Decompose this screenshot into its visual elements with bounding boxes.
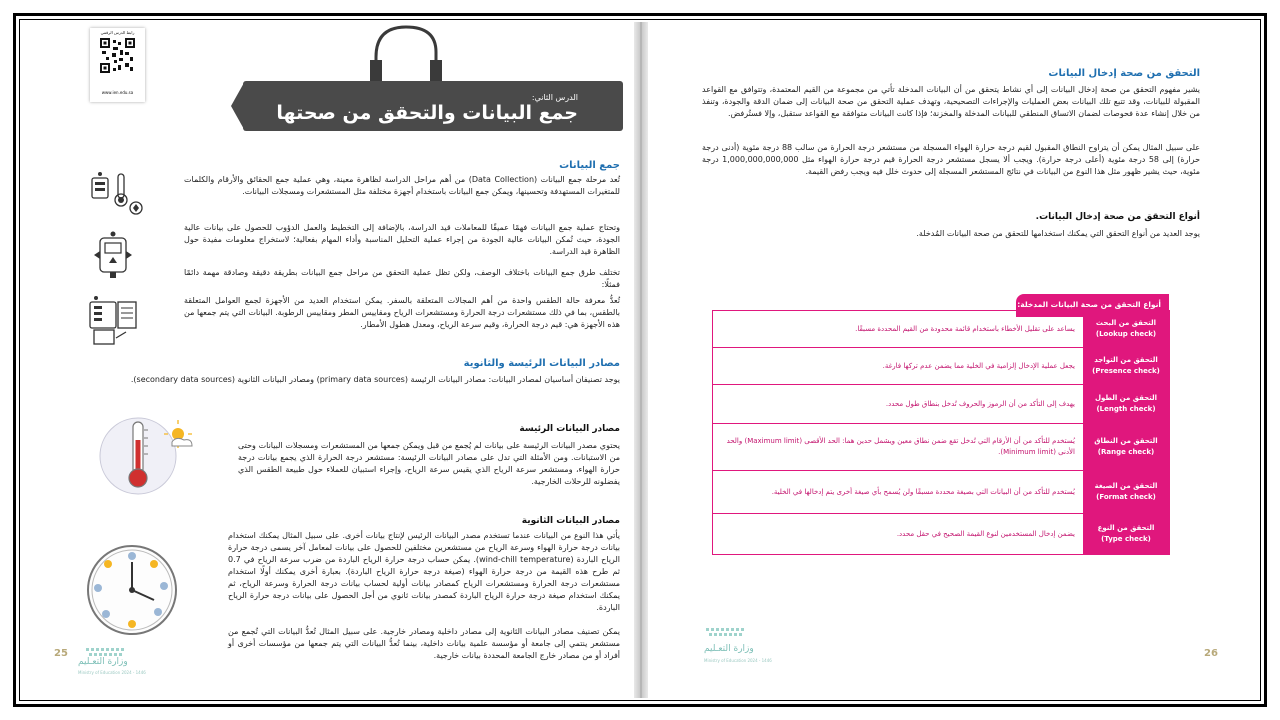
table-row (713, 514, 1169, 554)
ministry-logo-text-right: وزارة التعـليم (704, 644, 754, 654)
thermometer-sun-icon (98, 414, 198, 498)
book-gutter (634, 22, 648, 698)
ministry-logo-icon (704, 622, 774, 644)
check-description: يُستخدم للتأكد من أن البيانات التي بصيغة محددة مسبقًا ولن يُسمح بأي صيغة أخرى يتم إدخالها في الخلية. (771, 487, 1075, 496)
check-name-en: (Format check) (1096, 493, 1156, 501)
check-name-ar: التحقق من البحث (1095, 319, 1157, 327)
heading-data-collection: جمع البيانات (559, 160, 620, 171)
heading-validation-types: أنواع التحقق من صحة إدخال البيانات. (1035, 212, 1200, 222)
page-number-right: 26 (1204, 648, 1218, 659)
qr-code-icon (100, 38, 135, 73)
heading-data-sources: مصادر البيانات الرئيسة والثانوية (463, 358, 620, 369)
validation-table (712, 310, 1170, 555)
table-row (713, 385, 1169, 424)
sensor-thermometer-icon (90, 170, 144, 216)
paragraph-collection-3: تختلف طرق جمع البيانات باختلاف الوصف، ولكن تظل عملية التحقق من مراحل جمع البيانات بطريقة دقيقة وصادقة مهمة دائمًا فمثلًا: (184, 268, 620, 289)
data-logger-icon (88, 294, 138, 346)
check-description: يُستخدم للتأكد من أن الأرقام التي تُدخل تقع ضمن نطاق معين ويشمل حدين هما: الحد الأقصى (Maximum limit) والحد الأدنى (Minimum limit). (726, 437, 1075, 456)
qr-label: رابط الدرس الرقمي (100, 30, 135, 35)
check-name-cell (1083, 424, 1169, 470)
paragraph-validation-types-intro: يوجد العديد من أنواع التحقق التي يمكنك استخدامها للتحقق من صحة البيانات المُدخلة. (916, 229, 1200, 238)
paragraph-collection-2: وتحتاج عملية جمع البيانات فهمًا عميقًا للمعاملات قيد الدراسة، بالإضافة إلى التخطيط والعمل الدؤوب للحصول على بيانات عالية الجودة، حيث تُمكن البيانات عالية الجودة من إجراء عملية التحليل المناسبة وأداء المهام بفعالية؛ لاستخراج معلومات مفيدة حول الظاهرة قيد الدراسة. (184, 223, 620, 256)
ministry-logo-sub-right: Ministry of Education 2024 - 1446 (704, 658, 772, 663)
check-description: يهدف إلى التأكد من أن الرموز والحروف تُدخل بنطاق طول محدد. (885, 399, 1075, 408)
check-name-en: (Length check) (1096, 405, 1156, 413)
check-name-ar: التحقق من النوع (1097, 524, 1155, 532)
check-name-cell (1083, 471, 1169, 513)
check-name-en: (Lookup check) (1095, 330, 1157, 338)
page-right (652, 22, 1246, 698)
page-number-left: 25 (54, 648, 68, 659)
table-row (713, 424, 1169, 471)
table-row (713, 348, 1169, 385)
table-row (713, 471, 1169, 514)
check-name-ar: التحقق من الصيغة (1094, 482, 1158, 490)
paragraph-collection-4: تُعدُّ معرفة حالة الطقس واحدة من أهم المجالات المتعلقة بالسفر. يمكن استخدام العديد من الأجهزة لجمع العوامل المتعلقة بالطقس، بما في ذلك مستشعرات درجة الحرارة ومستشعرات الرياح ومقاييس المطر ومقاييس الرطوبة. البيانات التي يتم جمعها من هذه الأجهزة هي: قيم درجة الحرارة، وقيم سرعة الرياح، ومعدل هطول الأمطار. (184, 296, 620, 329)
paragraph-validation-1: يشير مفهوم التحقق من صحة إدخال البيانات إلى أي نشاط يتحقق من أن البيانات المدخلة تأتي من مجموعة من القيم المعتمدة، وتتوافق مع القواعد المقبولة للبيانات، وقد تتبع تلك البيانات بعض العمليات والإجراءات التصحيحية، وتهدف عملية التحقق من صحة البيانات إلى ضمان الدقة والجودة، وتنفذ من خلال إنشاء عدة فحوصات لضمان الاتساق المنطقي للبيانات المدخلة والمخزنة؛ فإذا كانت البيانات متوافقة مع القواعد ستقبل، وإلا فستُرفض. (702, 85, 1200, 118)
paragraph-validation-2: على سبيل المثال يمكن أن يتراوح النطاق المقبول لقيم درجة حرارة الهواء المسجلة من مستشعر درجة الحرارة من سالب 88 درجة مئوية (أدنى درجة حرارة) إلى 58 درجة مئوية (أعلى درجة حرارة). ويجب ألا يسجل مستشعر درجة الحرارة قيم درجة حرارة الهواء مثل 1,000,000,000,000 درجة مئوية، حيث يشير ظهور مثل هذا النوع من البيانات في نتائج المستشعر المسجلة إلى حدوث خلل فيه ويجب رفض القيمة. (702, 143, 1201, 176)
check-description: يضمن إدخال المستخدمين لنوع القيمة الصحيح في حقل محدد. (896, 529, 1075, 538)
ministry-logo-sub-left: Ministry of Education 2024 - 1446 (78, 670, 146, 675)
check-description: يساعد على تقليل الأخطاء باستخدام قائمة محدودة من القيم المحددة مسبقًا. (855, 324, 1075, 333)
heading-secondary-sources: مصادر البيانات الثانوية (521, 516, 620, 526)
check-name-ar: التحقق من الطول (1094, 394, 1158, 402)
validation-table-tab: أنواع التحقق من صحة البيانات المدخلة: (1016, 294, 1169, 317)
check-description: يجعل عملية الإدخال إلزامية في الخلية مما يضمن عدم تركها فارغة. (882, 361, 1075, 370)
check-name-en: (Type check) (1101, 535, 1151, 543)
paragraph-collection-1: تُعد مرحلة جمع البيانات (Data Collection) من أهم مراحل الدراسة لظاهرة معينة، وهي عملية جمع الحقائق والأرقام والكلمات للمتغيرات المستهدفة وتحسينها، ويمكن جمع البيانات باستخدام أجهزة مختلفة مثل المستشعرات ومسجلات البيانات. (184, 175, 620, 196)
paragraph-primary-sources: يحتوي مصدر البيانات الرئيسة على بيانات لم يُجمع من قبل ويمكن جمعها من المستشعرات ومسجلات البيانات وحتى من الاستبانات. ومن الأمثلة التي تدل على مصادر البيانات الرئيسة: مستشعر درجة الحرارة الذي يجمع بيانات درجة حرارة الهواء، ومستشعر سرعة الرياح الذي يقيس سرعة الرياح، وإجراء استبيان للعملاء حول طبيعة الطقس الذي يفضلونه للرحلات الخارجية. (238, 441, 620, 486)
check-name-en: (Presence check) (1092, 367, 1160, 375)
remote-device-icon (92, 230, 134, 280)
check-name-cell (1083, 348, 1169, 384)
qr-card[interactable] (90, 28, 145, 102)
lesson-title: جمع البيانات والتحقق من صحتها (276, 102, 578, 124)
table-row (713, 311, 1169, 348)
ministry-logo-text-left: وزارة التعـليم (78, 657, 128, 667)
heading-primary-sources: مصادر البيانات الرئيسة (519, 424, 620, 434)
heading-input-validation: التحقق من صحة إدخال البيانات (1048, 68, 1200, 79)
weather-clock-icon (84, 542, 180, 638)
check-name-cell (1083, 514, 1169, 554)
check-name-en: (Range check) (1097, 448, 1155, 456)
paragraph-sources-intro: يوجد تصنيفان أساسيان لمصادر البيانات: مصادر البيانات الرئيسة (primary data sources) ومصادر البيانات الثانوية (secondary data sources). (130, 375, 620, 384)
lesson-label: الدرس الثاني: (531, 93, 578, 102)
lesson-banner (243, 71, 623, 135)
paragraph-secondary-sources: يأتي هذا النوع من البيانات عندما تستخدم مصدر البيانات الرئيس لإنتاج بيانات أخرى. على سبيل المثال يمكنك استخدام بيانات درجة حرارة الهواء وسرعة الرياح من مستشعرين مختلفين للحصول على بيانات لمعامل آخر يسمى درجة حرارة الرياح الباردة (wind-chill temperature). يمكن حساب درجة حرارة الرياح الباردة من ضرب سرعة الرياح في 0.7 ثم طرح هذه القيمة من درجة حرارة الهواء (صيغة درجة حرارة الرياح الباردة). بعبارة أخرى يمكنك أولًا استخدام مستشعرات درجة الحرارة ومستشعرات الرياح كمصادر بيانات أولية لحساب بيانات درجة الحرارة وسرعة الرياح، ثم يمكنك استخدام صيغة درجة حرارة الرياح الباردة كمصدر بيانات ثانوي من أجل الحصول على بيانات درجة حرارة الرياح الباردة. (228, 531, 621, 612)
paragraph-secondary-classification: يمكن تصنيف مصادر البيانات الثانوية إلى مصادر داخلية ومصادر خارجية. على سبيل المثال تُعدُّ البيانات التي تُجمع من مستشعر ينتمي إلى جامعة أو مؤسسة علمية بيانات داخلية، بينما تُعدُّ البيانات التي يتم جمعها من مؤسسات أخرى أو أفراد أو من مصادر خارج الجامعة المحددة بيانات خارجية. (228, 627, 620, 660)
qr-url: www.ien.edu.sa (101, 90, 134, 95)
page-left (40, 22, 630, 698)
check-name-ar: التحقق من التواجد (1094, 356, 1158, 364)
check-name-ar: التحقق من النطاق (1094, 437, 1158, 445)
check-name-cell (1083, 385, 1169, 423)
check-name-cell (1083, 311, 1169, 347)
